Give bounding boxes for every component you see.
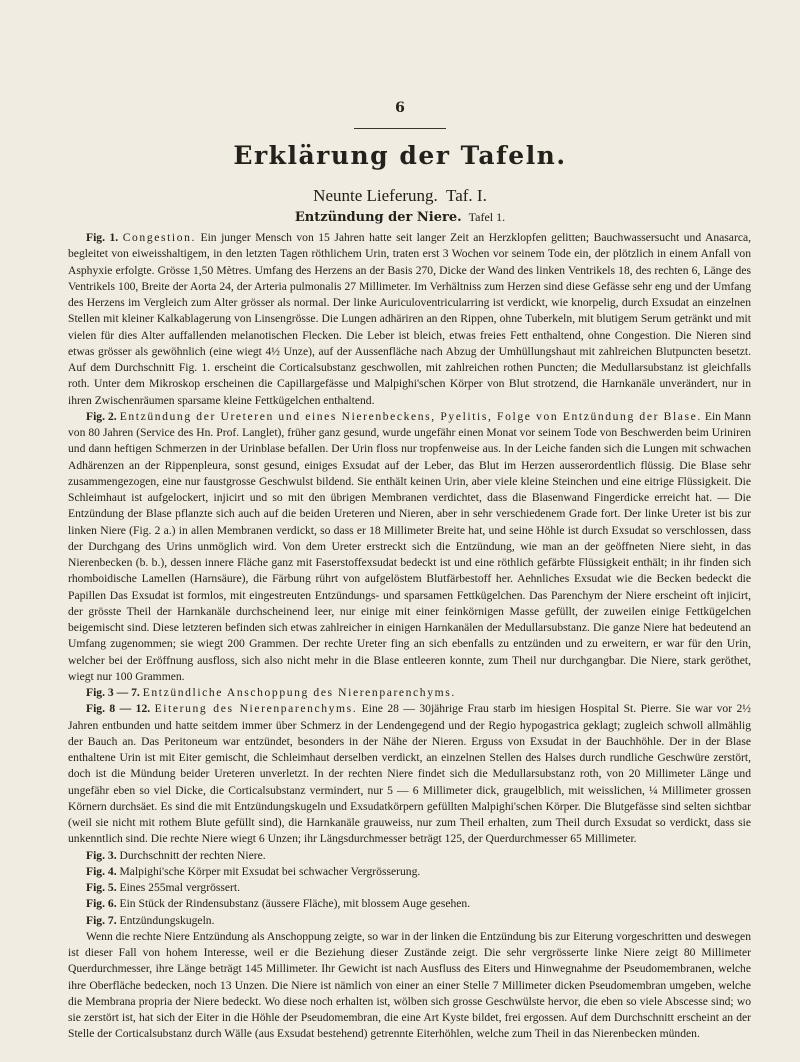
caption-fig5	[68, 880, 751, 896]
paragraph-heading: Eiterung des Nierenparenchyms.	[154, 702, 358, 716]
figure-ref: Fig. 5.	[86, 881, 117, 894]
paragraph-fig3-7	[68, 685, 751, 701]
figure-ref: Fig. 1.	[86, 231, 119, 244]
caption-text: Eines 255mal vergrössert.	[116, 881, 241, 894]
paragraph-heading: Entzündliche Anschoppung des Nierenparenchyms.	[142, 686, 456, 699]
paragraph-text: Wenn die rechte Niere Entzündung als Anschoppung zeigte, so war in der linken die Entzündung bis zur Eiterung vorgeschritten und deswegen ist dieser Fall von hohem Interesse, weil er die Beziehung dieser Zustände zeigt. Die sehr vergrösserte linke Niere zeigt 80 Millimeter Querdurchmesser, ihre Länge beträgt 145 Millimeter. Ihr Gewicht ist nach Ausfluss des Eiters und Hinwegnahme der Pseudomembranen, welche ihre Oberfläche bedecken, noch 13 Unzen. Die Niere ist nämlich von einer an einer Stelle 7 Millimeter dicken Pseudomembran umgeben, welche die Membrana propria der Niere bedeckt. Wo diese noch erhalten ist, wölben sich grosse Geschwülste hervor, die eben so viele Abscesse sind; wo sie zerstört ist, hat sich der Eiter in die Höhle der Pseudomembran, die eine Art Kyste bildet, frei ergossen. Auf dem Durchschnitt erscheint an der Stelle der Corticalsubstanz durch Wälle (aus Exsudat bestehend) getrennte Eiterhöhlen, welche zum Theil in das Nierenbecken münden.	[68, 929, 751, 1041]
caption-fig7	[68, 913, 751, 929]
paragraph-text: Ein junger Mensch von 15 Jahren hatte seit langer Zeit an Herzklopfen gelitten; Bauchwassersucht und Anasarca, begleitet von eiweisshaltigem, in den letzten Tagen röthlichem Urin, traten erst 3 Wochen vor seinem Tode ein, der plötzlich in einem Anfall von Asphyxie erfolgte. Grösse 1,50 Mètres. Umfang des Herzens an der Basis 270, Dicke der Wand des linken Ventrikels 18, des rechten 6, Länge des Ventrikels 100, Breite der Aorta 24, der Arteria pulmonalis 27 Millimeter. Im Verhältniss zum Herzen sind diese Gefässe sehr eng und der Umfang des Herzens im Vergleich zum Alter grösser als normal. Der linke Auriculoventricularring ist verdickt, wie knorpelig, durch Exsudat an einzelnen Stellen mit kleiner Kalkablagerung von Linsengrösse. Die Lungen adhäriren an den Rippen, ohne Tuberkeln, mit blutigem Serum getränkt und mit vielen für dies Alter auffallenden melanotischen Flecken. Die Leber ist bleich, etwas freies Fett enthaltend, ohne Congestion. Die Nieren sind etwas grösser als gewöhnlich (eine wiegt 4½ Unze), auf der Aussenfläche nach Abzug der Umhüllungshaut mit zahlreichen Blutpuncten besetzt. Auf dem Durchschnitt Fig. 1. erscheint die Corticalsubstanz geschwollen, mit zahlreichen rothen Puncten; die Medullarsubstanz ist gleichfalls roth. Unter dem Mikroskop erscheinen die Capillargefässe und Malpighi'schen Körper von Blut strotzend, die Harnkanäle unverändert, nur in ihren Zwischenräumen sparsame kleine Fettkügelchen enthaltend.	[68, 231, 752, 407]
section-title: Entzündung der Niere.	[294, 210, 462, 225]
paragraph-text: Ein Mann von 80 Jahren (Service des Hn. Prof. Langlet), früher ganz gesund, wurde ungefähr einen Monat vor seinem Tode von Beschwerden beim Uriniren und dann heftigen Schmerzen in der Urinblase befallen. Der Urin floss nur tropfenweise aus. In der Leiche fanden sich die Lungen mit schwachen Adhärenzen an der Rippenpleura, sonst gesund, einiges Exsudat auf der Leber, das Blut im Herzen ausserordentlich flüssig. Die Blase sehr zusammengezogen, eine nur faustgrosse Geschwulst bildend. Sie enthält keinen Urin, aber viele kleine Steinchen und eine eitrige Flüssigkeit. Die Schleimhaut ist aufgelockert, injicirt und so mit den übrigen Membranen verdichtet, dass die Blasenwand Fingerdicke erreicht hat. — Die Entzündung der Blase pflanzte sich auch auf die beiden Ureteren und Nieren, aber in sehr verschiedenem Grade fort. Der linke Ureter ist bis zur linken Niere (Fig. 2 a.) in allen Membranen verdickt, so dass er 18 Millimeter Breite hat, und seine Höhle ist durch Exsudat so verschlossen, dass der Durchgang des Urins unmöglich wird. Von dem Ureter erstreckt sich die Entzündung, wie man an der geöffneten Niere sieht, in das Nierenbecken (b. b.), dessen innere Fläche ganz mit Faserstoffexsudat bedeckt ist und eine röthlich gefärbte Flüssigkeit enthält; in ihr finden sich rhomboidische Lamellen (Harnsäure), die Färbung rührt von aufgelöstem Blutfärbestoff her. Aehnliches Exsudat wie die Becken bedeckt die Papillen Das Exsudat ist formlos, mit eingestreuten Entzündungs- und sparsamen Fettkügelchen. Das Parenchym der Niere erscheint oft injicirt, der grösste Theil der Harnkanäle durchscheinend leer, nur einige mit einer feinkörnigen Masse gefüllt, der zuweilen einige Fettkügelchen beigemischt sind. Diese letzteren befinden sich etwas zahlreicher in einigen Harnkanälen der Medullarsubstanz. Die ganze Niere hat bedeutend an Umfang zugenommen; sie wiegt 200 Grammen. Der rechte Ureter fing an sich ebenfalls zu entzünden und zu erweitern, er war für den Urin, welcher bei der Eröffnung ausfloss, sich also nicht mehr in die Blase entleeren konnte, zum Theil nur durchgangbar. Die Niere, stark geröthet, wiegt nur 100 Grammen.	[68, 409, 752, 683]
page-title: Erklärung der Tafeln.	[233, 141, 567, 170]
paragraph-text: Eine 28 — 30jährige Frau starb im hiesigen Hospital St. Pierre. Sie war vor 2½ Jahren entbunden und hatte seitdem immer über Schmerz in der Lendengegend und der Regio hypogastrica geklagt; zugleich schwoll allmählig der Bauch an. Das Peritoneum war entzündet, besonders in der Nähe der Nieren. Erguss von Exsudat in der Bauchhöhle. Der in der Blase enthaltene Urin ist mit Eiter gemischt, die Schleimhaut derselben verdickt, an einzelnen Stellen des Halses durch rundliche Geschwüre zerstört, doch ist die Mündung beider Ureteren unverletzt. In der rechten Niere findet sich die Medullarsubstanz roth, von 20 Millimeter Länge und ungefähr eben so viel Dicke, die Corticalsubstanz vermindert, nur 5 — 6 Millimeter dick, graugelblich, mit weisslichen, ¼ Millimeter grossen Körnern durchsäet. Es sind die mit Entzündungskugeln und Exsudatkörpern gefüllten Malpighi'schen Körper. Die Blutgefässe sind selten sichtbar (weil sie nicht mit rothem Blute gefüllt sind), die Harnkanäle grauweiss, nur zum Theil erhalten, zum Theil durch Exsudat so verdickt, dass sie unkenntlich sind. Die rechte Niere wiegt 6 Unzen; ihr Längsdurchmesser beträgt 125, der Querdurchmesser 65 Millimeter.	[68, 702, 751, 846]
header-rule	[354, 128, 446, 129]
plate-label: Taf. I.	[446, 186, 487, 205]
figure-ref: Fig. 2.	[86, 409, 117, 423]
delivery-heading	[0, 186, 800, 206]
section-heading	[0, 210, 800, 226]
paragraph-fig2	[68, 409, 751, 685]
figure-ref: Fig. 6.	[86, 897, 117, 911]
paragraph-left-kidney	[68, 929, 751, 1043]
figure-ref: Fig. 7.	[86, 913, 117, 927]
page-number: 6	[395, 100, 405, 116]
paragraph-fig1	[68, 230, 751, 409]
paragraph-fig8-12	[68, 701, 751, 847]
delivery-label: Neunte Lieferung.	[313, 186, 438, 205]
caption-fig4	[68, 864, 751, 880]
figure-ref: Fig. 3 — 7.	[86, 686, 140, 699]
caption-text: Entzündungskugeln.	[116, 913, 215, 927]
caption-fig6	[68, 896, 751, 912]
figure-ref: Fig. 3.	[86, 848, 117, 862]
caption-text: Durchschnitt der rechten Niere.	[116, 848, 266, 862]
section-plate: Tafel 1.	[468, 210, 506, 224]
paragraph-heading: Congestion.	[122, 231, 197, 244]
paragraph-heading: Entzündung der Ureteren und eines Nierenbeckens, Pyelitis, Folge von Entzündung der Blase.	[119, 409, 702, 423]
figure-ref: Fig. 4.	[86, 864, 117, 878]
figure-ref: Fig. 8 — 12.	[86, 702, 151, 716]
caption-text: Malpighi'sche Körper mit Exsudat bei schwacher Vergrösserung.	[116, 864, 421, 878]
caption-fig3	[68, 848, 751, 864]
caption-text: Ein Stück der Rindensubstanz (äussere Fläche), mit blossem Auge gesehen.	[116, 897, 471, 911]
explanation-text	[68, 230, 751, 1043]
